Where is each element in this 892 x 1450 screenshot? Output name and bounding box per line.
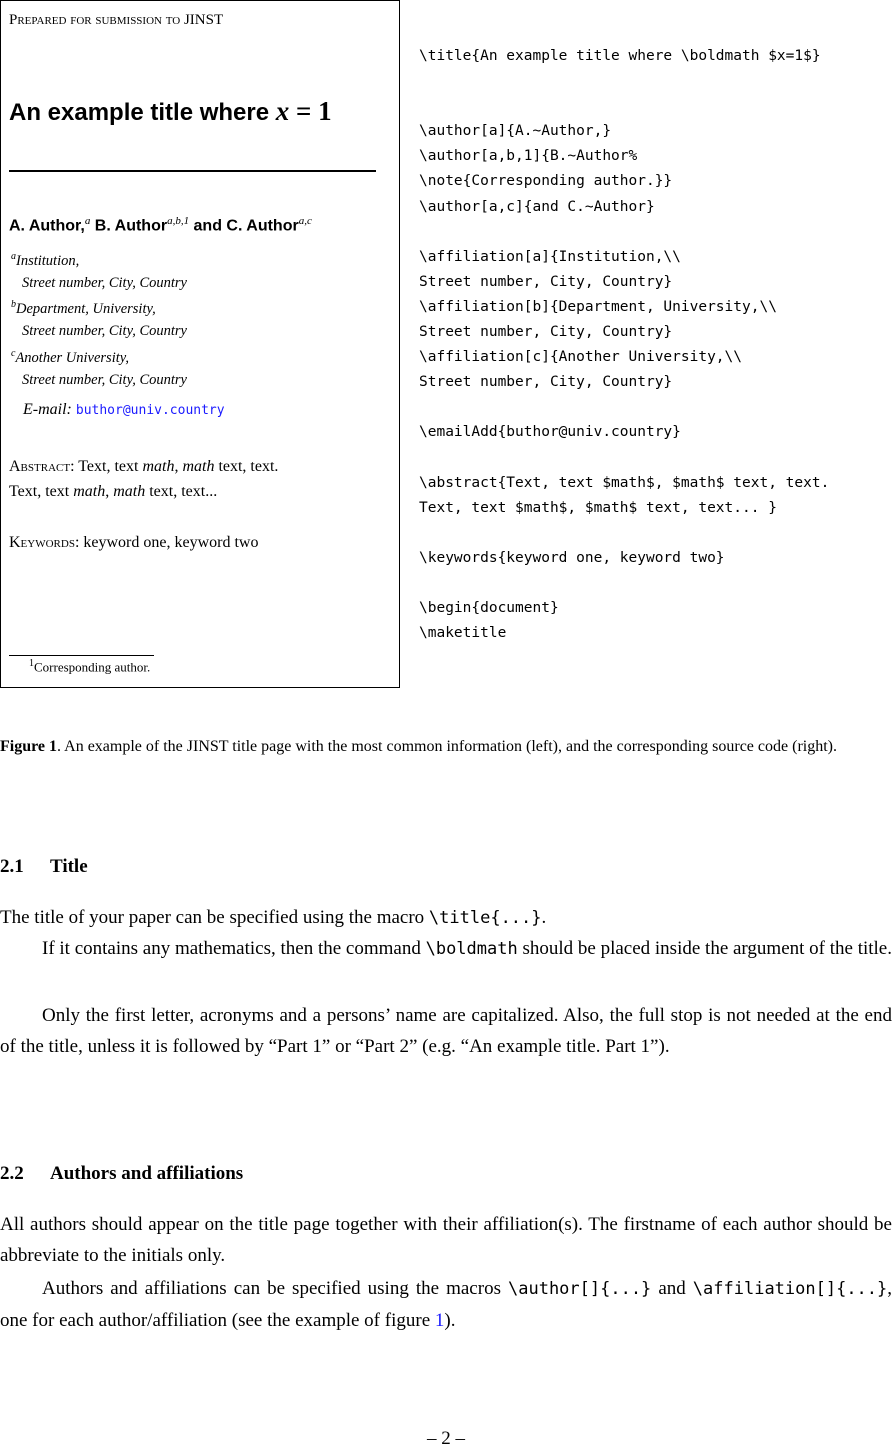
code-line: \maketitle xyxy=(419,625,507,642)
affiliation-line1: Institution, xyxy=(16,252,80,269)
abstract-math: math xyxy=(142,458,175,475)
code-line: Street number, City, Country} xyxy=(419,324,673,341)
paragraph-text: ). xyxy=(444,1310,456,1331)
footnote-text: Corresponding author. xyxy=(34,659,151,675)
paragraph xyxy=(0,1000,892,1062)
code-line: \begin{document} xyxy=(419,600,559,617)
abstract-math: math xyxy=(113,483,146,500)
paper-title-text: An example title where xyxy=(9,99,276,126)
code-line: \author[a,c]{and C.~Author} xyxy=(419,198,655,215)
affiliation-line1: Another University, xyxy=(15,349,130,366)
affiliation-line2: Street number, City, Country xyxy=(22,322,187,339)
source-code-listing xyxy=(419,44,829,646)
paragraph xyxy=(0,902,892,934)
figure-caption xyxy=(0,733,892,760)
figure-reference-link[interactable]: 1 xyxy=(434,1310,445,1331)
footnote xyxy=(29,658,150,675)
author-sup: a xyxy=(84,215,91,227)
abstract-text: Text, text xyxy=(9,483,74,500)
code-line: \author[a]{A.~Author,} xyxy=(419,123,612,140)
paragraph-text: . xyxy=(541,907,547,928)
email-link[interactable]: buthor@univ.country xyxy=(75,403,225,418)
author-name: A. Author, xyxy=(9,217,85,235)
footnote-mark: 1 xyxy=(29,658,34,669)
paragraph-text: All authors should appear on the title page together with their affiliation(s). The firstname of each author should be abbreviate to the initials only. xyxy=(0,1214,892,1266)
section-title: Title xyxy=(50,856,88,877)
paper-title-math-var: x xyxy=(275,96,290,126)
inline-code: \boldmath xyxy=(425,939,518,959)
affiliation-line2: Street number, City, Country xyxy=(22,371,187,388)
author-list xyxy=(9,215,312,235)
abstract-text: text, text. xyxy=(214,458,279,475)
footnote-rule xyxy=(9,655,154,656)
paragraph-text: Authors and affiliations can be specified using the macros xyxy=(42,1278,508,1299)
code-line: \affiliation[a]{Institution,\\ xyxy=(419,248,681,265)
affiliation-line1: Department, University, xyxy=(16,300,156,317)
paragraph xyxy=(0,1273,892,1336)
affiliation-sup: a xyxy=(11,251,16,262)
paragraph-text: and xyxy=(651,1278,693,1299)
affiliation xyxy=(11,246,187,294)
abstract-math: math xyxy=(73,483,106,500)
paragraph xyxy=(0,1209,892,1271)
inline-code: \affiliation[]{...} xyxy=(692,1279,888,1299)
paper-title-math-rest: = 1 xyxy=(295,96,332,126)
abstract-text: text, text... xyxy=(145,483,218,500)
paragraph-text: If it contains any mathematics, then the command xyxy=(42,938,426,959)
section-number: 2.1 xyxy=(0,856,24,877)
abstract-math: math xyxy=(182,458,215,475)
paragraph-text: should be placed inside the argument of the title. xyxy=(517,938,892,959)
prepared-for-line: Prepared for submission to JINST xyxy=(9,12,224,28)
paragraph-text: Only the first letter, acronyms and a persons’ name are capitalized. Also, the full stop is not needed at the end of the title, unless it is followed by “Part 1” or “Part 2” (e.g. “An example title. Part 1”). xyxy=(0,1005,892,1057)
code-line: \note{Corresponding author.}} xyxy=(419,173,673,190)
paper-title xyxy=(9,96,332,127)
keywords xyxy=(9,534,258,552)
code-line: Text, text $math$, $math$ text, text... } xyxy=(419,499,777,516)
section-title: Authors and affiliations xyxy=(50,1163,244,1184)
code-line: \abstract{Text, text $math$, $math$ text, text. xyxy=(419,474,830,491)
figure-label: Figure 1 xyxy=(0,738,58,755)
abstract-label: Abstract xyxy=(9,458,71,475)
author-sup: a,b,1 xyxy=(167,215,190,227)
page-number: – 2 – xyxy=(427,1428,465,1449)
abstract-text: , xyxy=(105,483,114,500)
affiliation-sup: c xyxy=(11,348,16,359)
section-heading xyxy=(0,1163,243,1185)
code-line: \affiliation[b]{Department, University,\\ xyxy=(419,298,777,315)
section-heading xyxy=(0,856,88,878)
section-number: 2.2 xyxy=(0,1163,24,1184)
author-name: and C. Author xyxy=(193,217,299,235)
abstract xyxy=(9,454,278,504)
email-label: E-mail: xyxy=(23,401,72,418)
email-line xyxy=(23,401,225,419)
code-line: \title{An example title where \boldmath $x=1$} xyxy=(419,48,821,64)
keywords-text: : keyword one, keyword two xyxy=(74,534,259,551)
affiliation-line2: Street number, City, Country xyxy=(22,274,187,291)
title-rule xyxy=(9,170,376,172)
code-line: \keywords{keyword one, keyword two} xyxy=(419,549,725,566)
paragraph xyxy=(0,933,892,965)
code-line: Street number, City, Country} xyxy=(419,273,673,290)
figure-caption-text: . An example of the JINST title page with the most common information (left), and the corresponding source code (right). xyxy=(57,738,837,755)
code-line: \affiliation[c]{Another University,\\ xyxy=(419,349,743,366)
inline-code: \author[]{...} xyxy=(508,1279,652,1299)
paragraph-text: The title of your paper can be specified using the macro xyxy=(0,907,429,928)
code-line: Street number, City, Country} xyxy=(419,374,673,391)
affiliation-sup: b xyxy=(11,299,16,310)
author-sup: a,c xyxy=(298,215,312,227)
keywords-label: Keywords xyxy=(9,534,75,551)
code-line: \author[a,b,1]{B.~Author% xyxy=(419,148,638,165)
abstract-text: , xyxy=(174,458,183,475)
paragraph-text: , one for each author/affiliation (see the example of figure xyxy=(0,1278,892,1331)
affiliation xyxy=(11,343,187,391)
code-line: \emailAdd{buthor@univ.country} xyxy=(419,424,681,441)
title-page-preview xyxy=(0,0,400,688)
affiliation xyxy=(11,294,187,342)
inline-code: \title{...} xyxy=(428,908,542,928)
abstract-text: : Text, text xyxy=(70,458,143,475)
author-name: B. Author xyxy=(94,217,168,235)
